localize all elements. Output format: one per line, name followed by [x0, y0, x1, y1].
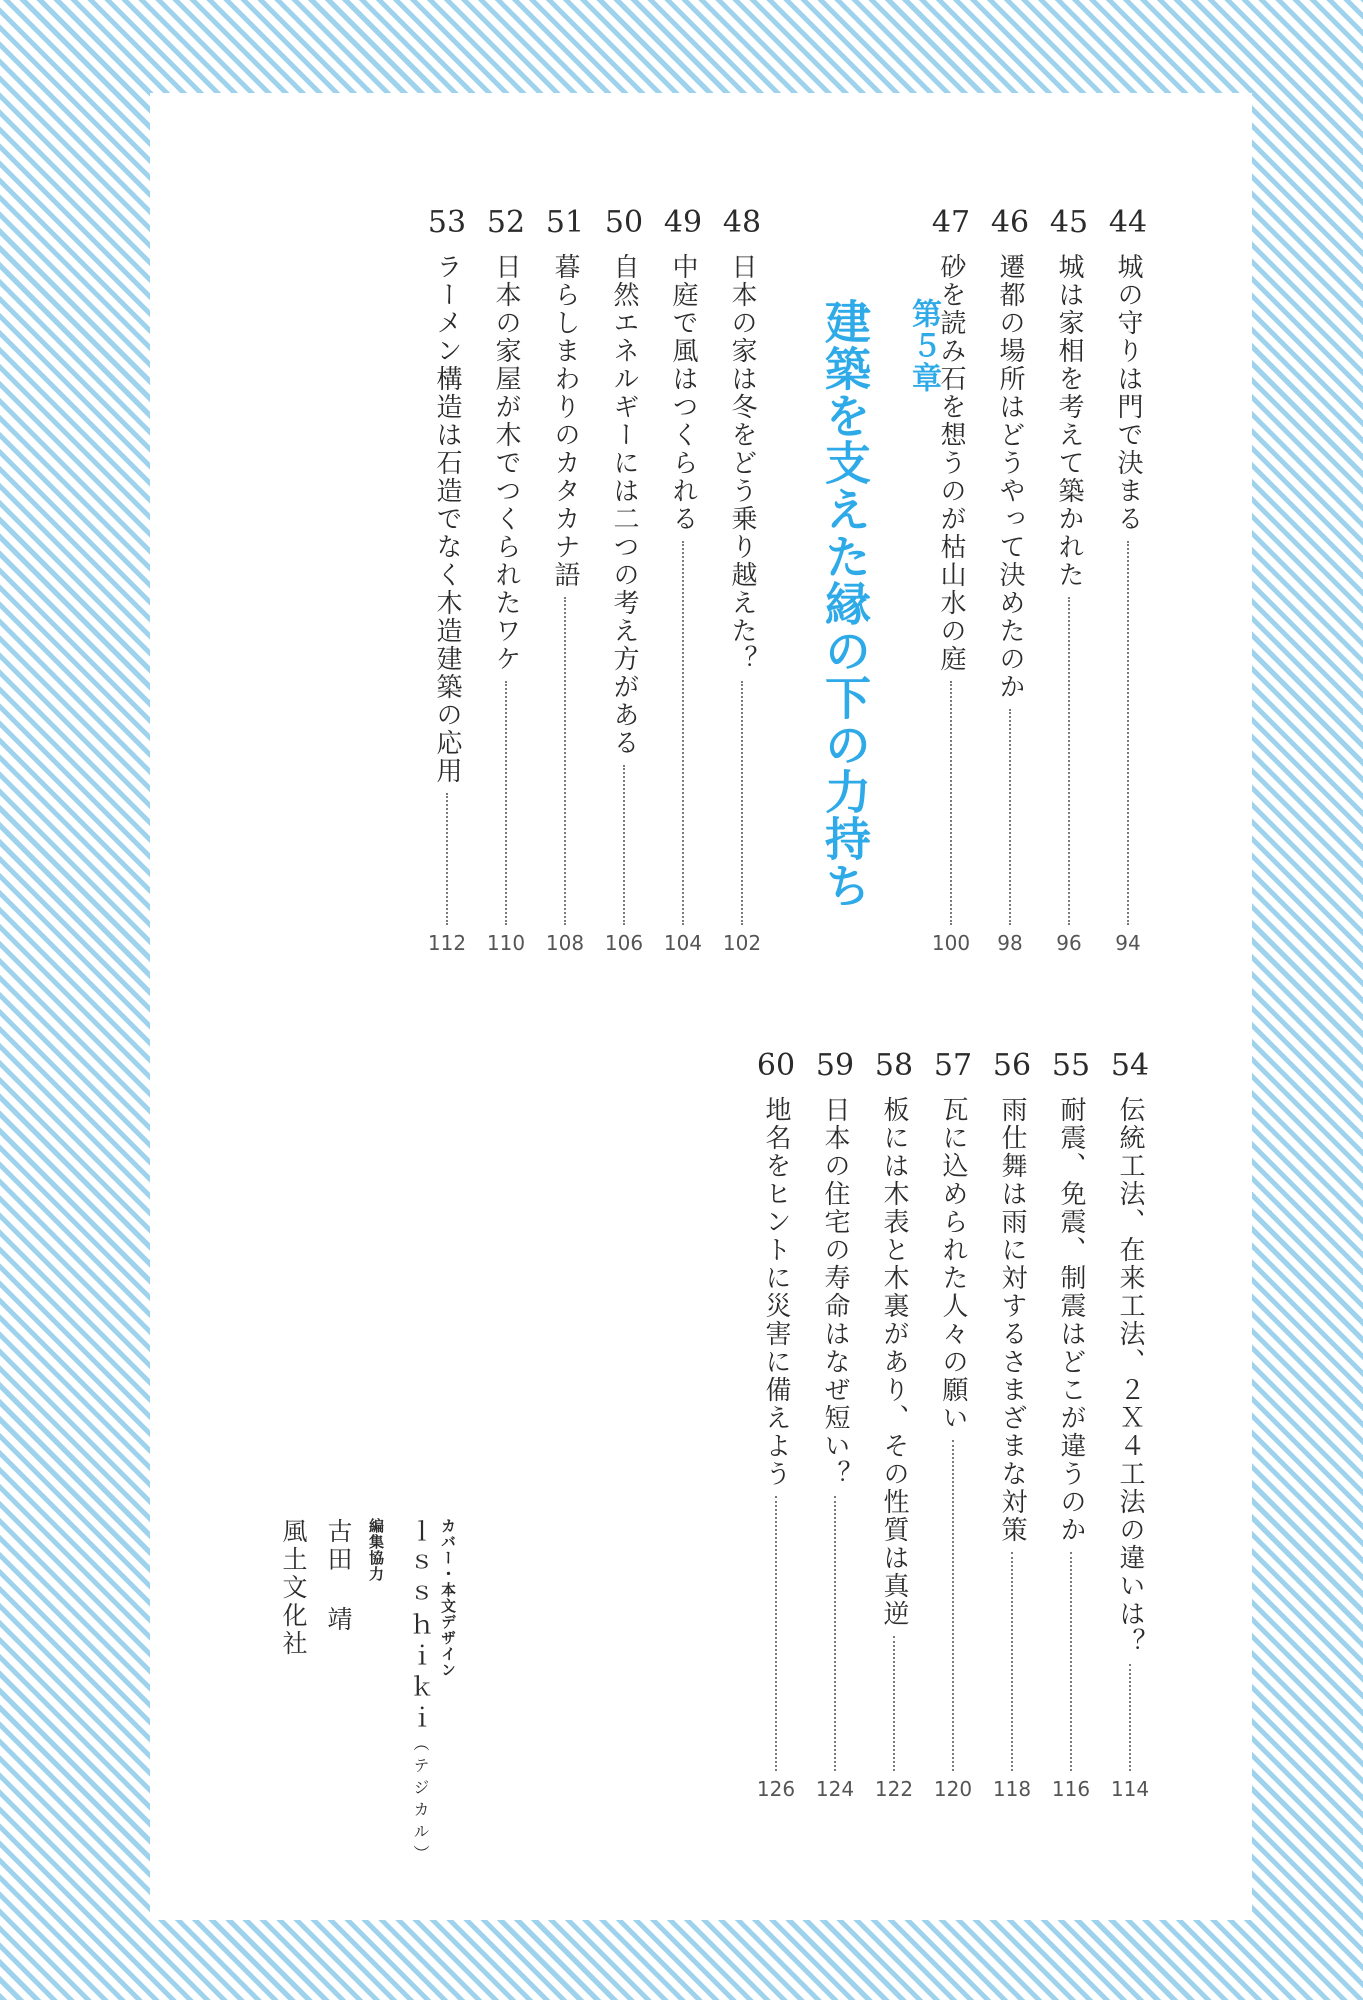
entry-title: 伝統工法、在来工法、２Ｘ４工法の違いは？: [1115, 1096, 1145, 1656]
entry-title: 日本の家屋が木でつくられたワケ: [491, 253, 521, 673]
entry-title: 地名をヒントに災害に備えよう: [761, 1096, 791, 1488]
entry-page: 102: [722, 931, 762, 955]
toc-entry[interactable]: [718, 205, 766, 955]
entry-number: 53: [427, 205, 467, 240]
entry-title: 城の守りは門で決まる: [1113, 253, 1143, 533]
toc-entry[interactable]: [988, 1048, 1036, 1801]
toc-entry[interactable]: [929, 1048, 977, 1801]
leader-dots: [893, 1636, 895, 1771]
toc-entry[interactable]: [659, 205, 707, 955]
leader-dots: [834, 1496, 836, 1771]
design-credit-name: [402, 1518, 438, 1867]
entry-number: 60: [756, 1048, 796, 1083]
entry-number: 58: [874, 1048, 914, 1083]
leader-dots: [775, 1496, 777, 1771]
entry-page: 110: [486, 931, 526, 955]
entry-number: 48: [722, 205, 762, 240]
toc-page: [150, 93, 1252, 1920]
entry-title: 中庭で風はつくられる: [668, 253, 698, 533]
leader-dots: [564, 597, 566, 925]
chapter-label: 第５章: [906, 298, 941, 394]
leader-dots: [950, 681, 952, 925]
entry-page: 94: [1115, 931, 1141, 955]
entry-page: 106: [604, 931, 644, 955]
design-name: ｌｓｓｈｉｋｉ: [406, 1518, 435, 1735]
entry-number: 56: [992, 1048, 1032, 1083]
entry-page: 108: [545, 931, 585, 955]
entry-title: ラーメン構造は石造でなく木造建築の応用: [432, 253, 462, 785]
toc-entry[interactable]: [811, 1048, 859, 1801]
entry-page: 126: [756, 1777, 796, 1801]
entry-title: 自然エネルギーには二つの考え方がある: [609, 253, 639, 757]
leader-dots: [1070, 1552, 1072, 1771]
entry-page: 122: [874, 1777, 914, 1801]
entry-page: 116: [1051, 1777, 1091, 1801]
toc-entry[interactable]: [1047, 1048, 1095, 1801]
toc-entry[interactable]: [482, 205, 530, 955]
toc-entry[interactable]: [600, 205, 648, 955]
leader-dots: [1009, 709, 1011, 925]
editor-name: 古田 靖: [324, 1518, 353, 1634]
entry-page: 98: [997, 931, 1023, 955]
toc-entry[interactable]: [1106, 1048, 1154, 1801]
entry-page: 120: [933, 1777, 973, 1801]
toc-entry[interactable]: [752, 1048, 800, 1801]
entry-number: 44: [1108, 205, 1148, 240]
entry-number: 49: [663, 205, 703, 240]
entry-number: 54: [1110, 1048, 1150, 1083]
publisher-name: 風土文化社: [279, 1518, 308, 1658]
entry-number: 52: [486, 205, 526, 240]
entry-title: 耐震、免震、制震はどこが違うのか: [1056, 1096, 1086, 1544]
entry-number: 46: [990, 205, 1030, 240]
entry-page: 112: [427, 931, 467, 955]
leader-dots: [1129, 1664, 1131, 1771]
entry-title: 板には木表と木裏があり、その性質は真逆: [879, 1096, 909, 1628]
leader-dots: [1068, 597, 1070, 925]
entry-number: 59: [815, 1048, 855, 1083]
entry-title: 日本の住宅の寿命はなぜ短い？: [820, 1096, 850, 1488]
leader-dots: [505, 681, 507, 925]
chapter-title: 建築を支えた縁の下の力持ち: [818, 298, 872, 909]
toc-entry[interactable]: [423, 205, 471, 955]
leader-dots: [1127, 541, 1129, 925]
entry-number: 47: [931, 205, 971, 240]
entry-title: 暮らしまわりのカタカナ語: [550, 253, 580, 589]
editor-credit-label: 編集協力: [367, 1518, 385, 1582]
leader-dots: [623, 765, 625, 925]
leader-dots: [682, 541, 684, 925]
entry-page: 124: [815, 1777, 855, 1801]
entry-title: 日本の家は冬をどう乗り越えた？: [727, 253, 757, 673]
entry-page: 100: [931, 931, 971, 955]
entry-title: 遷都の場所はどうやって決めたのか: [995, 253, 1025, 701]
entry-page: 104: [663, 931, 703, 955]
entry-number: 45: [1049, 205, 1089, 240]
leader-dots: [741, 681, 743, 925]
entry-title: 砂を読み石を想うのが枯山水の庭: [936, 253, 966, 673]
entry-title: 城は家相を考えて築かれた: [1054, 253, 1084, 589]
toc-entry[interactable]: [1104, 205, 1152, 955]
leader-dots: [446, 793, 448, 925]
entry-number: 55: [1051, 1048, 1091, 1083]
design-credit-label: カバー・本文デザイン: [439, 1518, 457, 1678]
toc-entry[interactable]: [541, 205, 589, 955]
entry-number: 57: [933, 1048, 973, 1083]
toc-entry[interactable]: [870, 1048, 918, 1801]
entry-number: 50: [604, 205, 644, 240]
toc-entry[interactable]: [986, 205, 1034, 955]
leader-dots: [952, 1440, 954, 1771]
entry-page: 118: [992, 1777, 1032, 1801]
design-note: （テジカル）: [411, 1735, 430, 1867]
entry-page: 96: [1056, 931, 1082, 955]
leader-dots: [1011, 1552, 1013, 1771]
entry-title: 雨仕舞は雨に対するさまざまな対策: [997, 1096, 1027, 1544]
toc-entry[interactable]: [1045, 205, 1093, 955]
entry-title: 瓦に込められた人々の願い: [938, 1096, 968, 1432]
entry-page: 114: [1110, 1777, 1150, 1801]
entry-number: 51: [545, 205, 585, 240]
